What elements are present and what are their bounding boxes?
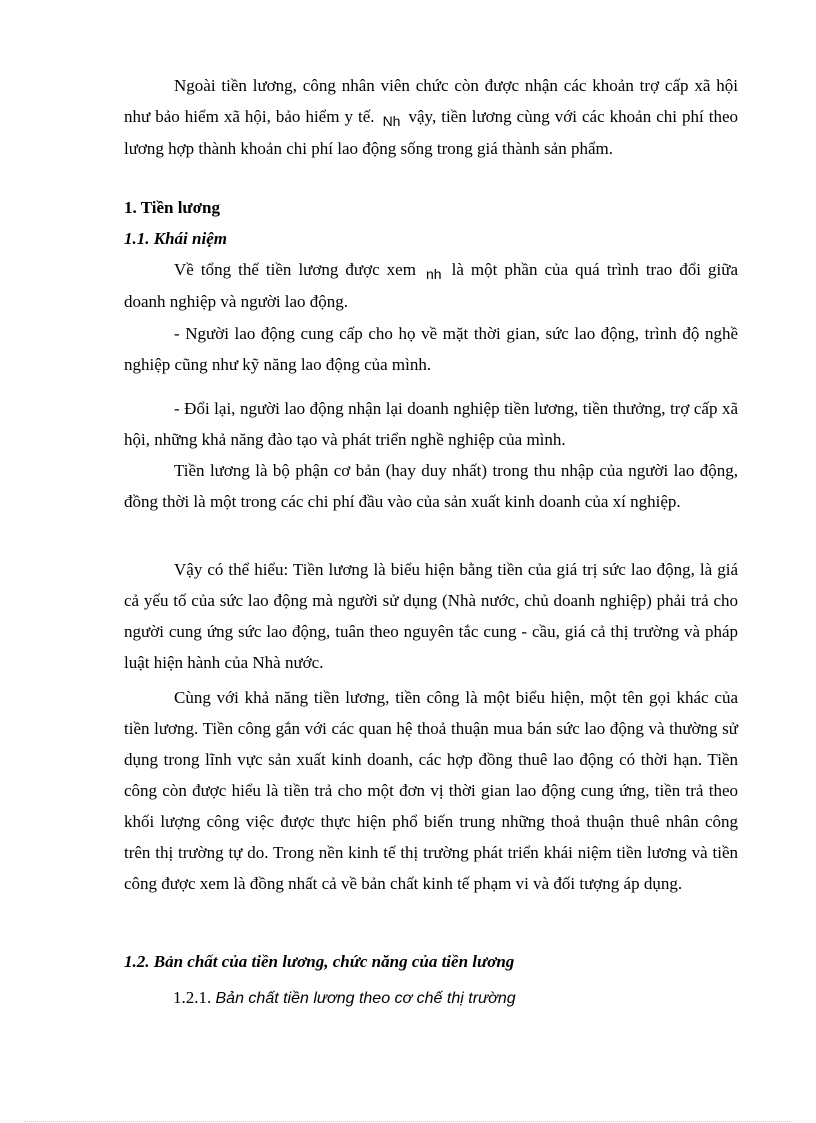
paragraph-bo-phan-co-ban: Tiền lương là bộ phận cơ bản (hay duy nhất) trong thu nhập của người lao động, đồng thời là một trong các chi phí đầu vào của sản xuất kinh doanh của xí nghiệp. — [124, 461, 738, 511]
heading-ban-chat: 1.2. Bản chất của tiền lương, chức năng của tiền lương — [124, 952, 515, 971]
paragraph-tong-the-text-2: là một phần của quá trình trao đổi giữa doanh nghiệp và người lao động. — [124, 260, 739, 311]
paragraph-tong-the-fragment: nh — [426, 266, 442, 282]
paragraph-dinh-nghia: Vậy có thể hiểu: Tiền lương là biểu hiện bằng tiền của giá trị sức lao động, là giá cả yếu tố của sức lao động mà người sử dụng (Nhà nước, chủ doanh nghiệp) phải trả cho người cung ứng sức lao động, tuân theo nguyên tắc cung - cầu, giá cả thị trường và pháp luật hiện hành của Nhà nước. — [124, 560, 738, 672]
paragraph-intro-text-2: vậy, tiền lương cùng với các khoản chi phí theo lương hợp thành khoản chi phí lao động sống trong giá thành sản phẩm. — [124, 107, 739, 158]
page-bottom-divider — [24, 1121, 792, 1122]
heading-number: 1.2.1. — [173, 988, 212, 1007]
paragraph-tong-the — [124, 254, 738, 317]
heading-khai-niem: 1.1. Khái niệm — [124, 229, 227, 248]
paragraph-doi-lai: - Đổi lại, người lao động nhận lại doanh nghiệp tiền lương, tiền thưởng, trợ cấp xã hội, những khả năng đào tạo và phát triển nghề nghiệp của mình. — [124, 399, 738, 449]
heading-title: Bản chất tiền lương theo cơ chế thị trường — [215, 990, 516, 1007]
paragraph-tong-the-text-1: Về tổng thể tiền lương được xem — [174, 260, 416, 279]
heading-ban-chat-co-che — [173, 984, 516, 1013]
heading-tien-luong: 1. Tiền lương — [124, 198, 220, 217]
paragraph-intro — [124, 70, 738, 164]
paragraph-nguoi-lao-dong: - Người lao động cung cấp cho họ về mặt thời gian, sức lao động, trình độ nghề nghiệp cũng như kỹ năng lao động của mình. — [124, 324, 738, 374]
paragraph-intro-fragment: Nh — [382, 113, 401, 129]
paragraph-intro-text-1: Ngoài tiền lương, công nhân viên chức còn được nhận các khoản trợ cấp xã hội như bảo hiểm xã hội, bảo hiểm y tế. — [124, 76, 738, 126]
paragraph-tien-cong: Cùng với khả năng tiền lương, tiền công là một biểu hiện, một tên gọi khác của tiền lương. Tiền công gắn với các quan hệ thoả thuận mua bán sức lao động và thường sử dụng trong lĩnh vực sản xuất kinh doanh, các hợp đồng thuê lao động có thời hạn. Tiền công còn được hiểu là tiền trả cho một đơn vị thời gian lao động cung ứng, tiền trả theo khối lượng công việc được thực hiện phổ biến trung những thoả thuận thuê nhân công trên thị trường tự do. Trong nền kinh tế thị trường phát triển khái niệm tiền lương và tiền công được xem là đồng nhất cả về bản chất kinh tế phạm vi và đối tượng áp dụng. — [124, 688, 738, 893]
